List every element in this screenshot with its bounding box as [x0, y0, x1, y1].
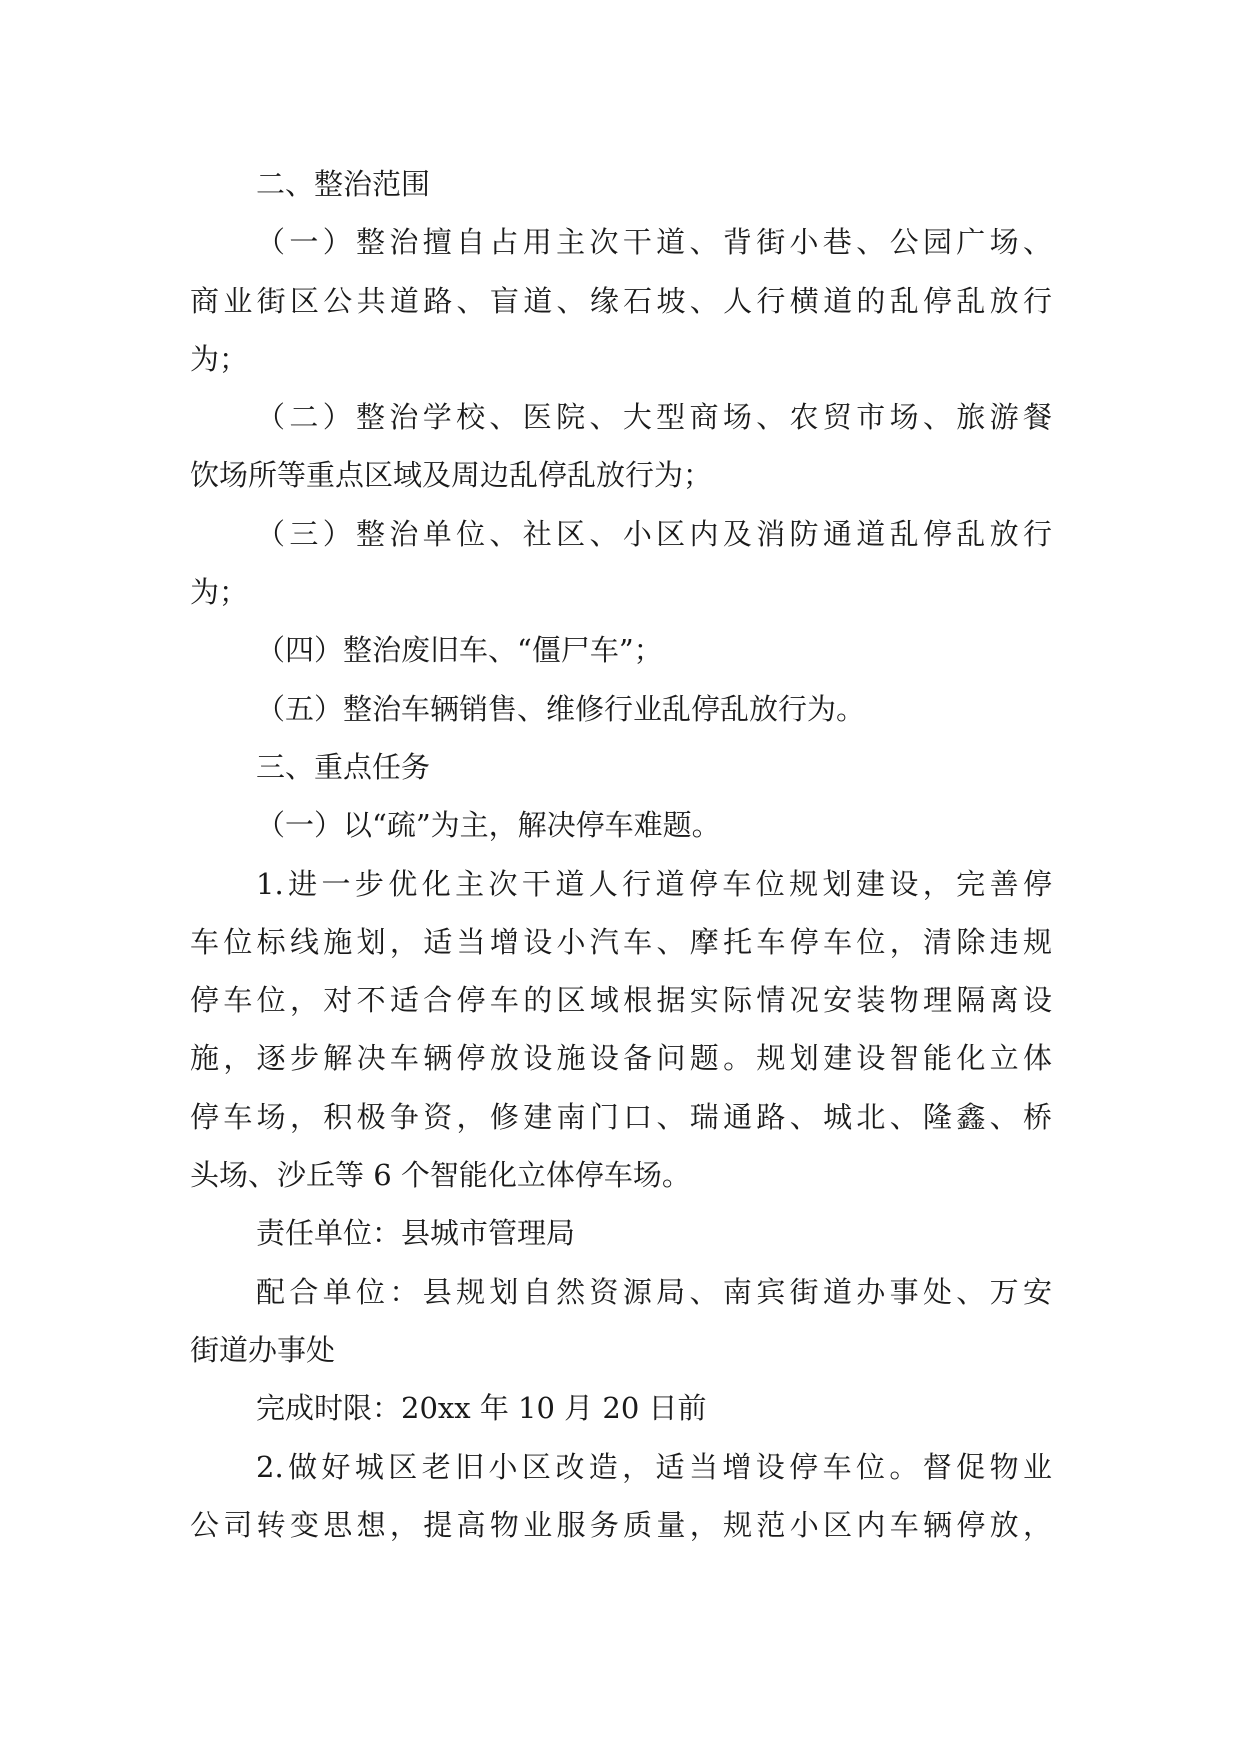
paragraph-line: 头场、沙丘等 6 个智能化立体停车场。 [190, 1158, 691, 1193]
document-body [190, 155, 1052, 1554]
paragraph-line: 车位标线施划，适当增设小汽车、摩托车停车位，清除违规 [190, 924, 1052, 959]
subsection-heading: （一）以“疏”为主，解决停车难题。 [256, 808, 721, 843]
paragraph-line: （五）整治车辆销售、维修行业乱停乱放行为。 [256, 691, 866, 726]
paragraph-line: 公司转变思想，提高物业服务质量，规范小区内车辆停放， [190, 1507, 1052, 1542]
paragraph-line: （三）整治单位、社区、小区内及消防通道乱停乱放行 [256, 516, 1052, 551]
paragraph-line: （四）整治废旧车、“僵尸车”； [256, 633, 663, 668]
paragraph-line: 停车场，积极争资，修建南门口、瑞通路、城北、隆鑫、桥 [190, 1099, 1052, 1134]
cooperating-units: 配合单位：县规划自然资源局、南宾街道办事处、万安 [256, 1274, 1052, 1309]
paragraph-line: 为； [190, 341, 249, 376]
section-heading-scope: 二、整治范围 [256, 167, 431, 201]
responsible-unit: 责任单位：县城市管理局 [256, 1216, 576, 1251]
cooperating-units-cont: 街道办事处 [190, 1332, 336, 1367]
paragraph-line: 2.做好城区老旧小区改造，适当增设停车位。督促物业 [256, 1449, 1052, 1484]
paragraph-line: 饮场所等重点区域及周边乱停乱放行为； [190, 458, 713, 493]
paragraph-line: 商业街区公共道路、盲道、缘石坡、人行横道的乱停乱放行 [190, 283, 1052, 318]
section-heading-tasks: 三、重点任务 [256, 749, 431, 784]
paragraph-line: 停车位，对不适合停车的区域根据实际情况安装物理隔离设 [190, 983, 1052, 1018]
deadline: 完成时限：20xx 年 10 月 20 日前 [256, 1391, 707, 1426]
paragraph-line: 1.进一步优化主次干道人行道停车位规划建设，完善停 [256, 866, 1052, 901]
paragraph-line: （一）整治擅自占用主次干道、背街小巷、公园广场、 [256, 225, 1052, 260]
paragraph-line: 施，逐步解决车辆停放设施设备问题。规划建设智能化立体 [190, 1041, 1052, 1076]
paragraph-line: （二）整治学校、医院、大型商场、农贸市场、旅游餐 [256, 400, 1052, 435]
paragraph-line: 为； [190, 575, 249, 610]
